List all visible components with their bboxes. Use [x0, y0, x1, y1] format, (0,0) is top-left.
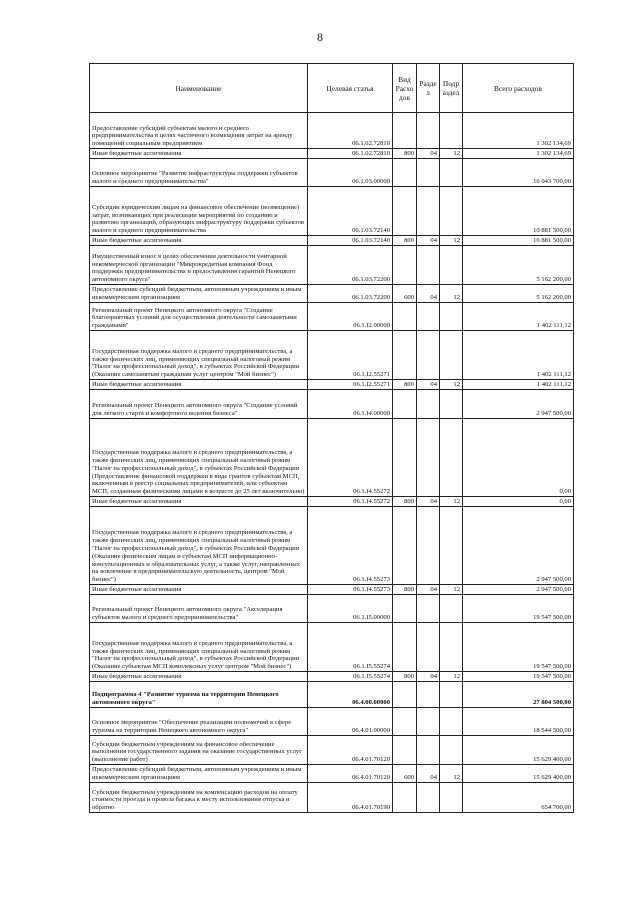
table-row — [90, 682, 574, 708]
table-row — [90, 159, 574, 187]
cell-razdel: 04 — [417, 672, 440, 682]
cell-podrazdel — [440, 507, 463, 585]
cell-vid — [393, 736, 417, 765]
cell-vid — [393, 331, 417, 380]
cell-podrazdel — [440, 246, 463, 285]
cell-razdel: 04 — [417, 585, 440, 595]
header-target: Целевая статья — [308, 64, 393, 113]
cell-name: Подпрограмма 4 "Развитие туризма на территории Ненецкого автономного округа" — [90, 682, 308, 708]
cell-podrazdel: 12 — [440, 149, 463, 159]
cell-target: 06.4.01.70190 — [308, 783, 393, 813]
cell-vid — [393, 682, 417, 708]
table-row — [90, 285, 574, 303]
cell-vid — [393, 303, 417, 331]
table-row — [90, 765, 574, 783]
cell-podrazdel — [440, 303, 463, 331]
cell-amount: 0,00 — [463, 419, 574, 497]
cell-target: 06.1.I5.00000 — [308, 595, 393, 623]
page-number: 8 — [317, 30, 323, 44]
cell-razdel — [417, 303, 440, 331]
cell-amount: 5 162 200,00 — [463, 285, 574, 303]
cell-amount: 5 162 200,00 — [463, 246, 574, 285]
cell-amount: 18 544 500,00 — [463, 708, 574, 736]
cell-podrazdel: 12 — [440, 236, 463, 246]
cell-target: 06.1.I5.55274 — [308, 672, 393, 682]
cell-amount: 2 947 500,00 — [463, 585, 574, 595]
cell-amount: 1 302 134,69 — [463, 113, 574, 149]
cell-name: Государственная поддержка малого и среднего предпринимательства, а также физических лиц, применяющих специальный налоговый режим "Налог на профессиональный доход", в субъектах Российской Федерации (Оказание физическим лицам и субъектам МСП информационно-консультационных и образовательных услуг, а также услуг, направленных на вовлечение в предпринимательскую деятельность, центром "Мой бизнес") — [90, 507, 308, 585]
cell-amount: 2 947 500,00 — [463, 390, 574, 419]
cell-vid — [393, 595, 417, 623]
cell-name: Государственная поддержка малого и среднего предпринимательства, а также физических лиц, применяющих специальный налоговый режим "Налог на профессиональный доход", в субъектах Российской Федерации (Оказание самозанятым гражданам услуг центром "Мой бизнес") — [90, 331, 308, 380]
table-row — [90, 303, 574, 331]
cell-vid — [393, 246, 417, 285]
cell-name: Субсидии бюджетным учреждениям на финансовое обеспечение выполнения государственного задания на оказание государственных услуг (выполнение работ) — [90, 736, 308, 765]
cell-podrazdel — [440, 736, 463, 765]
cell-podrazdel: 12 — [440, 585, 463, 595]
cell-razdel — [417, 623, 440, 672]
cell-target: 06.1.I4.55273 — [308, 507, 393, 585]
cell-amount: 1 402 111,12 — [463, 331, 574, 380]
table-row — [90, 246, 574, 285]
cell-name: Региональный проект Ненецкого автономного округа "Создание благоприятных условий для осуществления деятельности самозанятыми гражданами" — [90, 303, 308, 331]
cell-vid — [393, 390, 417, 419]
cell-razdel: 04 — [417, 149, 440, 159]
table-row — [90, 736, 574, 765]
table-row — [90, 497, 574, 507]
cell-name: Имущественный взнос в целях обеспечения деятельности унитарной некоммерческой организации "Микрокредитная компания Фонд поддержки предпринимательства и предоставления гарантий Ненецкого автономного округа" — [90, 246, 308, 285]
cell-razdel: 04 — [417, 380, 440, 390]
table-row — [90, 187, 574, 236]
cell-amount: 2 947 500,00 — [463, 507, 574, 585]
table-row — [90, 380, 574, 390]
header-razdel: Разде л — [417, 64, 440, 113]
cell-amount: 15 629 400,00 — [463, 736, 574, 765]
cell-podrazdel: 12 — [440, 765, 463, 783]
cell-vid — [393, 187, 417, 236]
cell-podrazdel — [440, 187, 463, 236]
cell-name: Основное мероприятие "Развитие инфраструктуры поддержки субъектов малого и среднего предпринимательства" — [90, 159, 308, 187]
cell-amount: 19 547 500,00 — [463, 595, 574, 623]
cell-razdel — [417, 113, 440, 149]
cell-amount: 16 043 700,00 — [463, 159, 574, 187]
table-row — [90, 585, 574, 595]
cell-podrazdel — [440, 783, 463, 813]
cell-vid — [393, 113, 417, 149]
cell-target: 06.1.03.72200 — [308, 246, 393, 285]
cell-target: 06.4.01.00000 — [308, 708, 393, 736]
cell-amount: 1 402 111,12 — [463, 303, 574, 331]
cell-podrazdel: 12 — [440, 497, 463, 507]
cell-name: Региональный проект Ненецкого автономного округа "Акселерация субъектов малого и среднего предпринимательства" — [90, 595, 308, 623]
cell-razdel — [417, 507, 440, 585]
cell-razdel: 04 — [417, 765, 440, 783]
cell-vid — [393, 507, 417, 585]
cell-razdel — [417, 595, 440, 623]
cell-vid: 800 — [393, 672, 417, 682]
cell-target: 06.1.I4.55273 — [308, 585, 393, 595]
cell-razdel — [417, 783, 440, 813]
cell-name: Предоставление субсидий бюджетным, автономным учреждениям и иным некоммерческим организациям — [90, 285, 308, 303]
cell-podrazdel — [440, 113, 463, 149]
cell-podrazdel — [440, 419, 463, 497]
cell-podrazdel — [440, 623, 463, 672]
cell-amount: 0,00 — [463, 497, 574, 507]
cell-amount: 654 700,00 — [463, 783, 574, 813]
cell-amount: 1 302 134,69 — [463, 149, 574, 159]
cell-razdel — [417, 419, 440, 497]
cell-target: 06.1.I4.00000 — [308, 390, 393, 419]
table-header — [90, 64, 574, 113]
header-vid: Вид Расхо дов — [393, 64, 417, 113]
cell-target: 06.4.01.70120 — [308, 765, 393, 783]
table-row — [90, 595, 574, 623]
table-row — [90, 507, 574, 585]
cell-amount: 1 402 111,12 — [463, 380, 574, 390]
header-name: Наименование — [90, 64, 308, 113]
cell-amount: 15 629 400,00 — [463, 765, 574, 783]
cell-razdel — [417, 682, 440, 708]
cell-name: Субсидии бюджетным учреждениям на компенсацию расходов на оплату стоимости проезда и провоза багажа к месту использования отпуска и обратно — [90, 783, 308, 813]
cell-name: Субсидии юридическим лицам на финансовое обеспечение (возмещение) затрат, возникающих при реализации мероприятий по созданию и развитию организаций, образующих инфраструктуру поддержки субъектов малого и среднего предпринимательства — [90, 187, 308, 236]
cell-name: Государственная поддержка малого и среднего предпринимательства, а также физических лиц, применяющих специальный налоговый режим "Налог на профессиональный доход", в субъектах Российской Федерации (Предоставление финансовой поддержки в виде грантов субъектам МСП, включенным в реестр социальных предпринимателей, или субъектам МСП, созданным физическими лицами в возрасте до 25 лет включительно) — [90, 419, 308, 497]
cell-target: 06.1.I5.55274 — [308, 623, 393, 672]
table-row — [90, 783, 574, 813]
table-row — [90, 419, 574, 497]
cell-podrazdel: 12 — [440, 285, 463, 303]
cell-vid — [393, 783, 417, 813]
cell-target: 06.1.I4.55272 — [308, 497, 393, 507]
cell-name: Иные бюджетные ассигнования — [90, 236, 308, 246]
table-row — [90, 113, 574, 149]
cell-target: 06.1.I2.55271 — [308, 331, 393, 380]
cell-razdel — [417, 708, 440, 736]
cell-name: Иные бюджетные ассигнования — [90, 380, 308, 390]
cell-vid: 600 — [393, 765, 417, 783]
cell-razdel: 04 — [417, 497, 440, 507]
header-podrazdel: Подр аздел — [440, 64, 463, 113]
cell-target: 06.4.00.00000 — [308, 682, 393, 708]
table-row — [90, 149, 574, 159]
cell-razdel — [417, 331, 440, 380]
cell-target: 06.1.03.00000 — [308, 159, 393, 187]
table-row — [90, 331, 574, 380]
cell-vid — [393, 419, 417, 497]
cell-vid: 800 — [393, 236, 417, 246]
cell-name: Предоставление субсидий бюджетным, автономным учреждениям и иным некоммерческим организациям — [90, 765, 308, 783]
cell-razdel: 04 — [417, 285, 440, 303]
cell-podrazdel — [440, 390, 463, 419]
cell-vid — [393, 623, 417, 672]
cell-amount: 10 881 500,00 — [463, 236, 574, 246]
table-row — [90, 672, 574, 682]
cell-name: Иные бюджетные ассигнования — [90, 585, 308, 595]
cell-vid: 800 — [393, 585, 417, 595]
cell-amount: 27 804 500,00 — [463, 682, 574, 708]
table-row — [90, 623, 574, 672]
cell-razdel — [417, 159, 440, 187]
cell-podrazdel — [440, 595, 463, 623]
cell-name: Региональный проект Ненецкого автономного округа "Создание условий для легкого старта и комфортного ведения бизнеса" — [90, 390, 308, 419]
table-row — [90, 390, 574, 419]
cell-name: Иные бюджетные ассигнования — [90, 149, 308, 159]
cell-target: 06.4.01.70120 — [308, 736, 393, 765]
cell-target: 06.1.02.72810 — [308, 149, 393, 159]
cell-target: 06.1.03.72140 — [308, 187, 393, 236]
cell-razdel — [417, 246, 440, 285]
cell-podrazdel — [440, 331, 463, 380]
expense-table — [89, 63, 574, 813]
cell-amount: 10 881 500,00 — [463, 187, 574, 236]
cell-vid — [393, 159, 417, 187]
cell-razdel: 04 — [417, 236, 440, 246]
cell-name: Иные бюджетные ассигнования — [90, 497, 308, 507]
cell-razdel — [417, 736, 440, 765]
cell-name: Государственная поддержка малого и среднего предпринимательства, а также физических лиц, применяющих специальный налоговый режим "Налог на профессиональный доход", в субъектах Российской Федерации (Оказание субъектам МСП комплексных услуг центром "Мой бизнес") — [90, 623, 308, 672]
cell-podrazdel: 12 — [440, 672, 463, 682]
cell-razdel — [417, 390, 440, 419]
cell-target: 06.1.03.72200 — [308, 285, 393, 303]
cell-name: Основное мероприятие "Обеспечение реализации полномочий в сфере туризма на территории Ненецкого автономного округа" — [90, 708, 308, 736]
cell-target: 06.1.I4.55272 — [308, 419, 393, 497]
cell-vid — [393, 708, 417, 736]
table-row — [90, 708, 574, 736]
cell-vid: 600 — [393, 285, 417, 303]
cell-name: Предоставление субсидий субъектам малого и среднего предпринимательства в целях частичного возмещения затрат на аренду помещений социальным предприятием — [90, 113, 308, 149]
cell-vid: 800 — [393, 380, 417, 390]
header-total: Всего расходов — [463, 64, 574, 113]
cell-vid: 800 — [393, 149, 417, 159]
cell-vid: 800 — [393, 497, 417, 507]
cell-amount: 19 547 500,00 — [463, 672, 574, 682]
cell-target: 06.1.02.72810 — [308, 113, 393, 149]
cell-podrazdel — [440, 682, 463, 708]
table-row — [90, 236, 574, 246]
cell-target: 06.1.03.72140 — [308, 236, 393, 246]
cell-razdel — [417, 187, 440, 236]
cell-name: Иные бюджетные ассигнования — [90, 672, 308, 682]
cell-podrazdel — [440, 159, 463, 187]
cell-amount: 19 547 500,00 — [463, 623, 574, 672]
cell-target: 06.1.I2.55271 — [308, 380, 393, 390]
cell-target: 06.1.I2.00000 — [308, 303, 393, 331]
cell-podrazdel: 12 — [440, 380, 463, 390]
cell-podrazdel — [440, 708, 463, 736]
